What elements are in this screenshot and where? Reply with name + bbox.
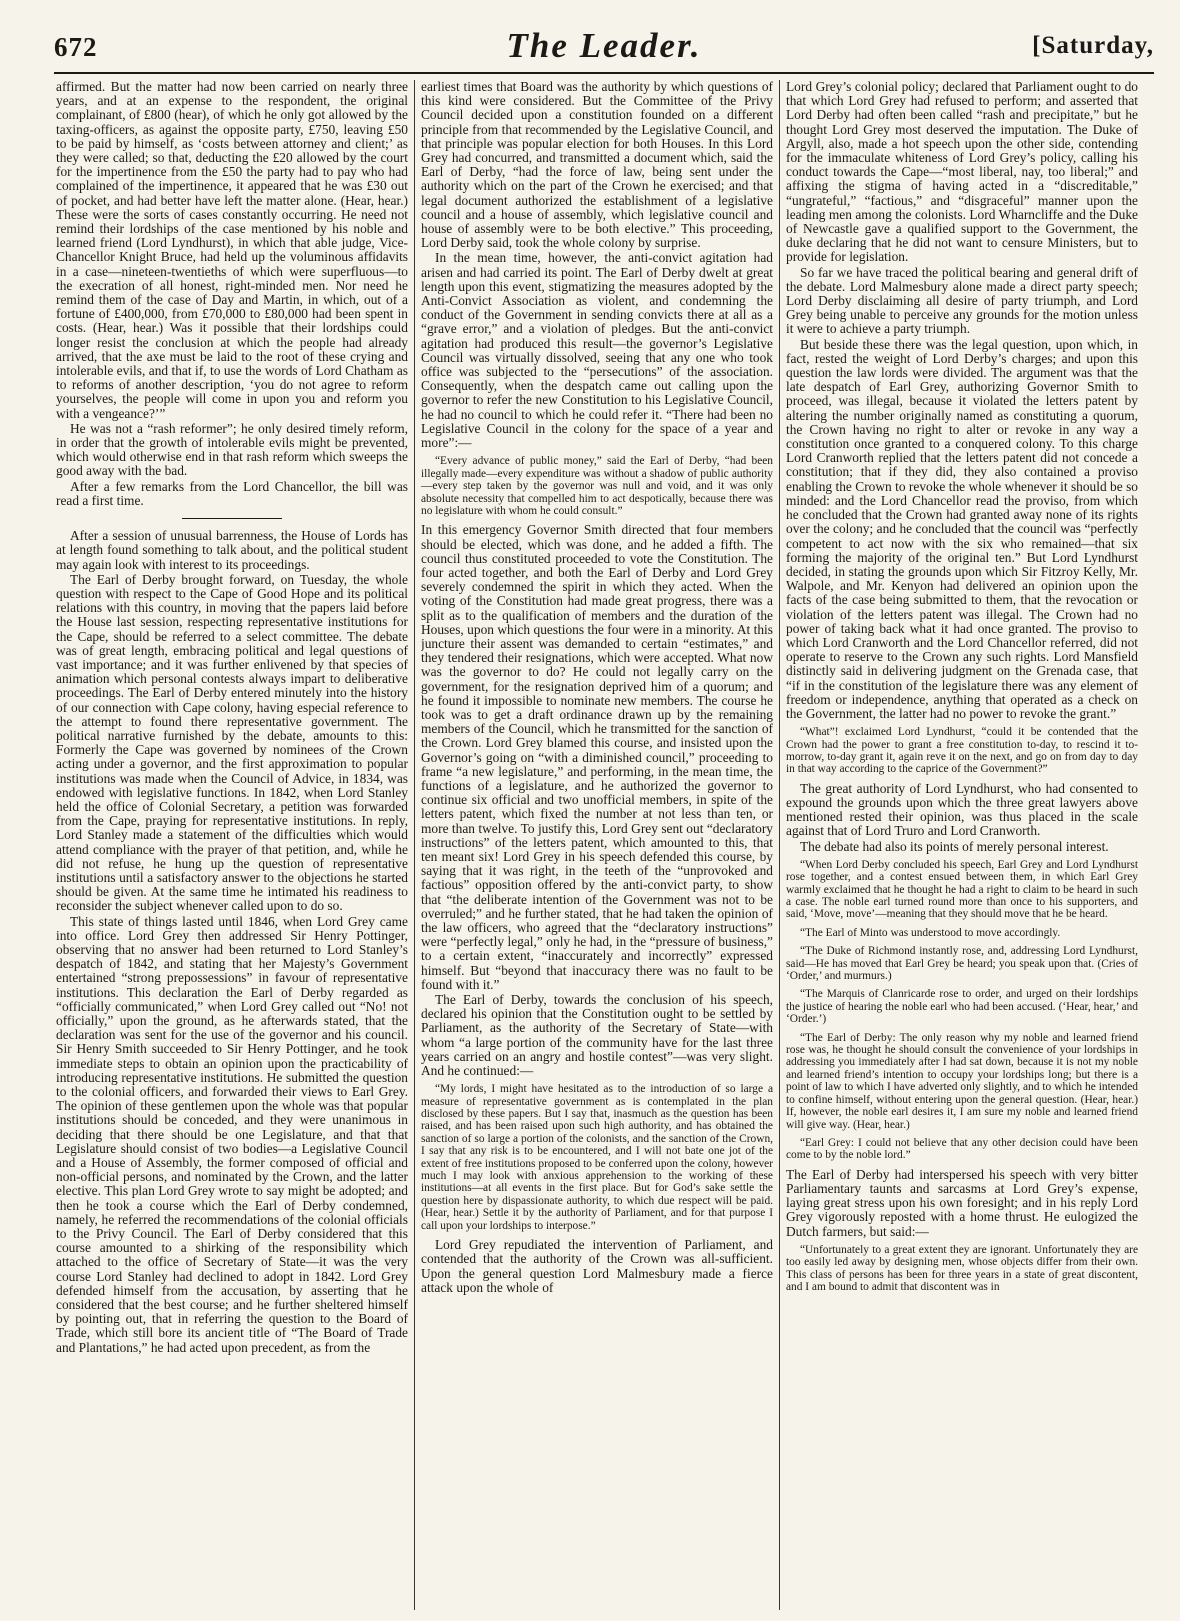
header-rule <box>54 72 1154 74</box>
quoted-paragraph: “Every advance of public money,” said the Earl of Derby, “had been illegally made—every expenditure was without a shadow of public authority—every step taken by the governor was null and void, and it was only absolute necessity that compelled him to act despotically, because there was no legislature with whom he could consult.” <box>421 455 773 517</box>
column-divider <box>414 80 415 1610</box>
quoted-paragraph: “Unfortunately to a great extent they are ignorant. Unfortunately they are too easily led away by designing men, whose objects differ from their own. This class of persons has been for three years in a state of great discontent, and I am bound to admit that discontent was in <box>786 1243 1138 1293</box>
text-column-2 <box>421 80 773 1610</box>
quoted-paragraph: “My lords, I might have hesitated as to the introduction of so large a measure of representative government as is contemplated in the plan disclosed by these papers. But I say that, inasmuch as the question has been raised, and has been raised upon such high authority, and has obtained the sanction of so large a portion of the colonists, and the sanction of the Crown, I say that any risk is to be encountered, and I will not bate one jot of the extent of free institutions proposed to be conferred upon the colony, however much I may look with anxious apprehension to the working of these institutions—at all events in the first place. But for God’s sake settle the question here by dispassionate authority, to which due respect will be paid. (Hear, hear.) Settle it by the authority of Parliament, and for that purpose I call upon your lordships to interpose.” <box>421 1083 773 1232</box>
text-column-1 <box>56 80 408 1610</box>
quoted-paragraph: “What”! exclaimed Lord Lyndhurst, “could it be contended that the Crown had the power to grant a free constitution to-day, to rescind it to-morrow, to-day grant it, again reve it on the next, and go on from day to day in that way according to the caprice of the Government?” <box>786 726 1138 776</box>
column-divider <box>779 80 780 1610</box>
section-divider <box>182 518 282 519</box>
paragraph: But beside these there was the legal question, upon which, in fact, rested the weight of Lord Derby’s charges; and upon this question the law lords were divided. The argument was that the late despatch of Earl Grey, authorizing Governor Smith to proceed, was illegal, because it violated the letters patent by altering the number originally named as constituting a quorum, the Crown having no right to alter or revoke in any way a constitution once granted to a conquered colony. To this charge Lord Cranworth replied that the letters patent did not concede a constitution; that if they did, they also contained a proviso enabling the Crown to revoke the whole whenever it should be so minded: and the Lord Chancellor read the proviso, from which he concluded that the Crown had granted away none of its rights over the colony; and he concluded that the council was “perfectly competent to act now with the six who remained—that six forming the majority of the original ten.” But Lord Lyndhurst decided, in stating the grounds upon which Sir Fitzroy Kelly, Mr. Walpole, and Mr. Kenyon had delivered an opinion upon the facts of the case being submitted to them, that the revocation or violation of the letters patent was illegal. The Crown had no power of taking back what it had once granted. The proviso to which Lord Cranworth and the Lord Chancellor referred, did not operate to reserve to the Crown any such rights. Lord Mansfield distinctly said in delivering judgment on the Grenada case, that “if in the constitution of the legislature there was any element of freedom or independence, anything that operated as a check on the Government, the latter had no power to revoke the grant.” <box>786 336 1138 721</box>
paragraph: The Earl of Derby brought forward, on Tuesday, the whole question with respect to the Cape of Good Hope and its political relations with this country, in moving that the papers laid before the House last session, respecting representative institutions for the Cape, should be referred to a select committee. The debate was of great length, embracing political and legal questions of vast importance; and it was further enlivened by that species of animation which personal contests always impart to deliberative proceedings. The Earl of Derby entered minutely into the history of our connection with Cape colony, having especial reference to the attempt to found there representative government. The political narrative furnished by the debate, amounts to this: Formerly the Cape was governed by nominees of the Crown acting under a governor, and the first approximation to popular institutions was made when the Council of Advice, in 1834, was endowed with legislative functions. In 1842, when Lord Stanley held the office of Colonial Secretary, a petition was forwarded from the Cape, praying for representative institutions. In reply, Lord Stanley made a statement of the difficulties which would attend compliance with the prayer of that petition, and, while he did not refuse, he hung up the question of representative institutions until a satisfactory answer to the objections he started should be given. At the same time he intimated his readiness to reconsider the subject whenever called upon to do so. <box>56 571 408 914</box>
paragraph: Lord Grey’s colonial policy; declared that Parliament ought to do that which Lord Grey had refused to perform; and asserted that Lord Derby had often been called “rash and precipitate,” but he thought Lord Grey most deserved the imputation. The Duke of Argyll, also, made a hot speech upon the other side, contending for the immaculate whiteness of Lord Grey’s policy, calling his conduct towards the Cape—“most liberal, nay, too liberal;” and affixing the stigma of having acted in a “discreditable,” “ungrateful,” “factious,” and “disgraceful” manner upon the leading men among the colonists. Lord Wharncliffe and the Duke of Newcastle gave a qualified support to the Government, the duke declaring that he did not want to censure Ministers, but to provide for legislation. <box>786 80 1138 265</box>
quoted-paragraph: “The Earl of Derby: The only reason why my noble and learned friend rose was, he thought he should consult the convenience of your lordships in addressing you immediately after I had sat down, because it is not my noble and learned friend’s intention to occupy your lordships long; but there is a point of law to which I have adverted only slightly, and to which he intended to confine himself, without entering upon the general question. (Hear, hear.) If, however, the noble earl desires it, I am sure my noble and learned friend will give way. (Hear, hear.) <box>786 1031 1138 1131</box>
paragraph: affirmed. But the matter had now been carried on nearly three years, and at an expense to the respondent, the original complainant, of £800 (hear), of which he only got allowed by the taxing-officers, as against the opposite party, £750, leaving £50 to be paid by himself, as ‘costs between attorney and client;’ as they were called; so that, deducting the £20 allowed by the court for the impertinence from the £50 the party had to pay who had complained of the impertinence, it appeared that he was £30 out of pocket, and had better have left the matter alone. (Hear, hear.) These were the sorts of cases constantly occurring. He need not remind their lordships of the case mentioned by his noble and learned friend (Lord Lyndhurst), in which that able judge, Vice-Chancellor Knight Bruce, had held up the voluminous affidavits in a case—nineteen-twentieths of which were superfluous—to the execration of all honest, right-minded men. Nor need he remind them of the case of Day and Martin, in which, out of a fortune of £400,000, from £70,000 to £80,000 had been spent in costs. (Hear, hear.) Was it possible that their lordships could longer resist the conclusion at which the people had already arrived, that the axe must be laid to the root of these crying and intolerable evils, and that if, to use the words of Lord Chatham as to reforms of another description, ‘you do not agree to reform yourselves, the people will come in upon you and reform you with a vengeance?’” <box>56 80 408 421</box>
page-header <box>54 26 1154 76</box>
paragraph: The Earl of Derby, towards the conclusion of his speech, declared his opinion that the Constitution ought to be settled by Parliament, as the authority of the Secretary of State—with whom “a large portion of the community have for the last three years carried on an angry and hostile contest”—was very slight. And he continued:— <box>421 992 773 1079</box>
quoted-paragraph: “Earl Grey: I could not believe that any other decision could have been come to by the noble lord.” <box>786 1136 1138 1162</box>
paragraph: After a session of unusual barrenness, the House of Lords has at length found something to talk about, and the political student may again look with interest to its proceedings. <box>56 528 408 572</box>
quoted-paragraph: “The Duke of Richmond instantly rose, and, addressing Lord Lyndhurst, said—He has moved that Earl Grey be heard; you speak upon that. (Cries of ‘Order,’ and murmurs.) <box>786 945 1138 983</box>
paragraph: After a few remarks from the Lord Chancellor, the bill was read a first time. <box>56 478 408 508</box>
masthead-title: The Leader. <box>506 26 702 65</box>
page-number: 672 <box>54 32 98 62</box>
paragraph: earliest times that Board was the authority by which questions of this kind were considered. But the Committee of the Privy Council decided upon a constitution founded on a different principle from that recommended by the Legislative Council, and that principle was popular election for both Houses. In this Lord Grey had concurred, and transmitted a document which, said the Earl of Derby, “had the force of law, being sent under the authority which on the part of the Crown he exercised; and that legal document authorized the establishment of a legislative council and a house of assembly, which legislative council and house of assembly were to be both elective.” This proceeding, Lord Derby said, took the whole colony by surprise. <box>421 80 773 251</box>
paragraph: In this emergency Governor Smith directed that four members should be elected, which was done, and he added a fifth. The council thus constituted proceeded to vote the Constitution. The four acted together, and both the Earl of Derby and Lord Grey severely condemned the spirit in which they acted. When the voting of the Constitution had made great progress, there was a split as to the qualification of members and the duration of the Houses, upon which questions the four were in a minority. At this juncture their assent was demanded to certain “estimates,” and they tendered their resignations, which were accepted. What now was the governor to do? He could not legally carry on the government, for the resignation deprived him of a quorum; and he found it impossible to nominate new members. The course he took was to get a draft ordinance drawn up by the remaining members of the Council, which he transmitted for the sanction of the Crown. Lord Grey blamed this course, and insisted upon the Governor’s going on “with a diminished council,” proceeding to frame “a new legislature,” and performing, in the mean time, the functions of a legislature, and he authorized the governor to continue six official and two unofficial members, in spite of the letters patent, which fixed the number at not less than ten, or more than twelve. To justify this, Lord Grey sent out “declaratory instructions” of the letters patent, which amounted to this, that ten meant six! Lord Grey in his speech defended this course, by saying that it was right, in the teeth of the “unprovoked and factious” opposition offered by the anti-convict party, to show that “the deliberate intention of the Government was not to be overruled;” and he further stated, that he had taken the opinion of the law officers, who agreed that the “declaratory instructions” were “perfectly legal,” only he had, in the “pressure of business,” to a certain extent, “inaccurately and incorrectly” expressed himself. But “beyond that inaccuracy there was no fault to be found with it.” <box>421 522 773 992</box>
quoted-paragraph: “The Marquis of Clanricarde rose to order, and urged on their lordships the justice of hearing the noble earl who had been accused. (‘Hear, hear,’ and ‘Order.’) <box>786 988 1138 1026</box>
text-column-3 <box>786 80 1138 1610</box>
paragraph: In the mean time, however, the anti-convict agitation had arisen and had carried its point. The Earl of Derby dwelt at great length upon this event, stigmatizing the measures adopted by the Anti-Convict Association as violent, and condemning the conduct of the Government in sending convicts there at all as a “grave error,” and a violation of pledges. But the anti-convict agitation had produced this result—the governor’s Legislative Council was virtually dissolved, seeing that any one who took office was subjected to the “persecutions” of the association. Consequently, when the despatch came out calling upon the governor to refer the new Constitution to his Legislative Council, he had no council to which he could refer it. “There had been no Legislative Council in the colony for the space of a year and more”:— <box>421 250 773 451</box>
paragraph: He was not a “rash reformer”; he only desired timely reform, in order that the growth of intolerable evils might be prevented, which would otherwise end in that rash reform which sweeps the good away with the bad. <box>56 420 408 479</box>
paragraph: Lord Grey repudiated the intervention of Parliament, and contended that the authority of the Crown was all-sufficient. Upon the general question Lord Malmesbury made a fierce attack upon the whole of <box>421 1237 773 1295</box>
quoted-paragraph: “The Earl of Minto was understood to move accordingly. <box>800 926 1061 939</box>
paragraph: The Earl of Derby had interspersed his speech with very bitter Parliamentary taunts and sarcasms at Lord Grey’s expense, laying great stress upon his own foresight; and in his reply Lord Grey vigorously reposted with a home thrust. He eulogized the Dutch farmers, but said:— <box>786 1166 1138 1239</box>
paragraph: The great authority of Lord Lyndhurst, who had consented to expound the grounds upon which the three great lawyers above mentioned rested their opinion, was thus placed in the scale against that of Lord Truro and Lord Cranworth. <box>786 780 1138 839</box>
paragraph: This state of things lasted until 1846, when Lord Grey came into office. Lord Grey then addressed Sir Henry Pottinger, observing that no answer had been returned to Lord Stanley’s despatch of 1842, and stating that her Majesty’s Government entertained “strong prepossessions” in favour of representative institutions. This declaration the Earl of Derby regarded as “officially communicated,” when Lord Grey called out “No! not officially,” upon the ground, as he afterwards stated, that the declaration was sent for the use of the governor and his council. Sir Henry Smith succeeded to Sir Henry Pottinger, and he took immediate steps to obtain an opinion upon the practicability of introducing representative institutions. He submitted the question to the colonial officers, and forwarded their views to Earl Grey. The opinion of these gentlemen upon the whole was that popular institutions should be conceded, and they were unanimous in deciding that there should be one Legislature, and that that Legislature should consist of two bodies—a Legislative Council and a House of Assembly, the former composed of official and non-official persons, and nominated by the Crown, and the latter elective. This plan Lord Grey wrote to say might be adopted; and then he took a course which the Earl of Derby condemned, namely, he referred the recommendations of the colonial officials to the Privy Council. The Earl of Derby considered that this course amounted to a shirking of the responsibility which attached to the office of Secretary of State—it was the very course Lord Stanley had declined to adopt in 1842. Lord Grey defended himself from the accusation, by asserting that he considered that the best course; and he further sheltered himself by pointing out, that in referring the question to the Board of Trade, which still bore its ancient title of “The Board of Trade and Plantations,” he had acted upon precedent, as from the <box>56 913 408 1355</box>
paragraph: So far we have traced the political bearing and general drift of the debate. Lord Malmesbury alone made a direct party speech; Lord Derby disclaiming all desire of party triumph, and Lord Grey being unable to perceive any grounds for the motion unless it were to achieve a party triumph. <box>786 264 1138 337</box>
paragraph: The debate had also its points of merely personal interest. <box>800 838 1109 854</box>
quoted-paragraph: “When Lord Derby concluded his speech, Earl Grey and Lord Lyndhurst rose together, and a contest ensued between them, in which Earl Grey warmly exclaimed that he thought he had a right to claim to be heard in such a case. The noble earl turned round more than once to his supporters, and said, ‘Move, move’—meaning that they should move that he be heard. <box>786 858 1138 921</box>
dateline: [Saturday, <box>1032 32 1154 59</box>
